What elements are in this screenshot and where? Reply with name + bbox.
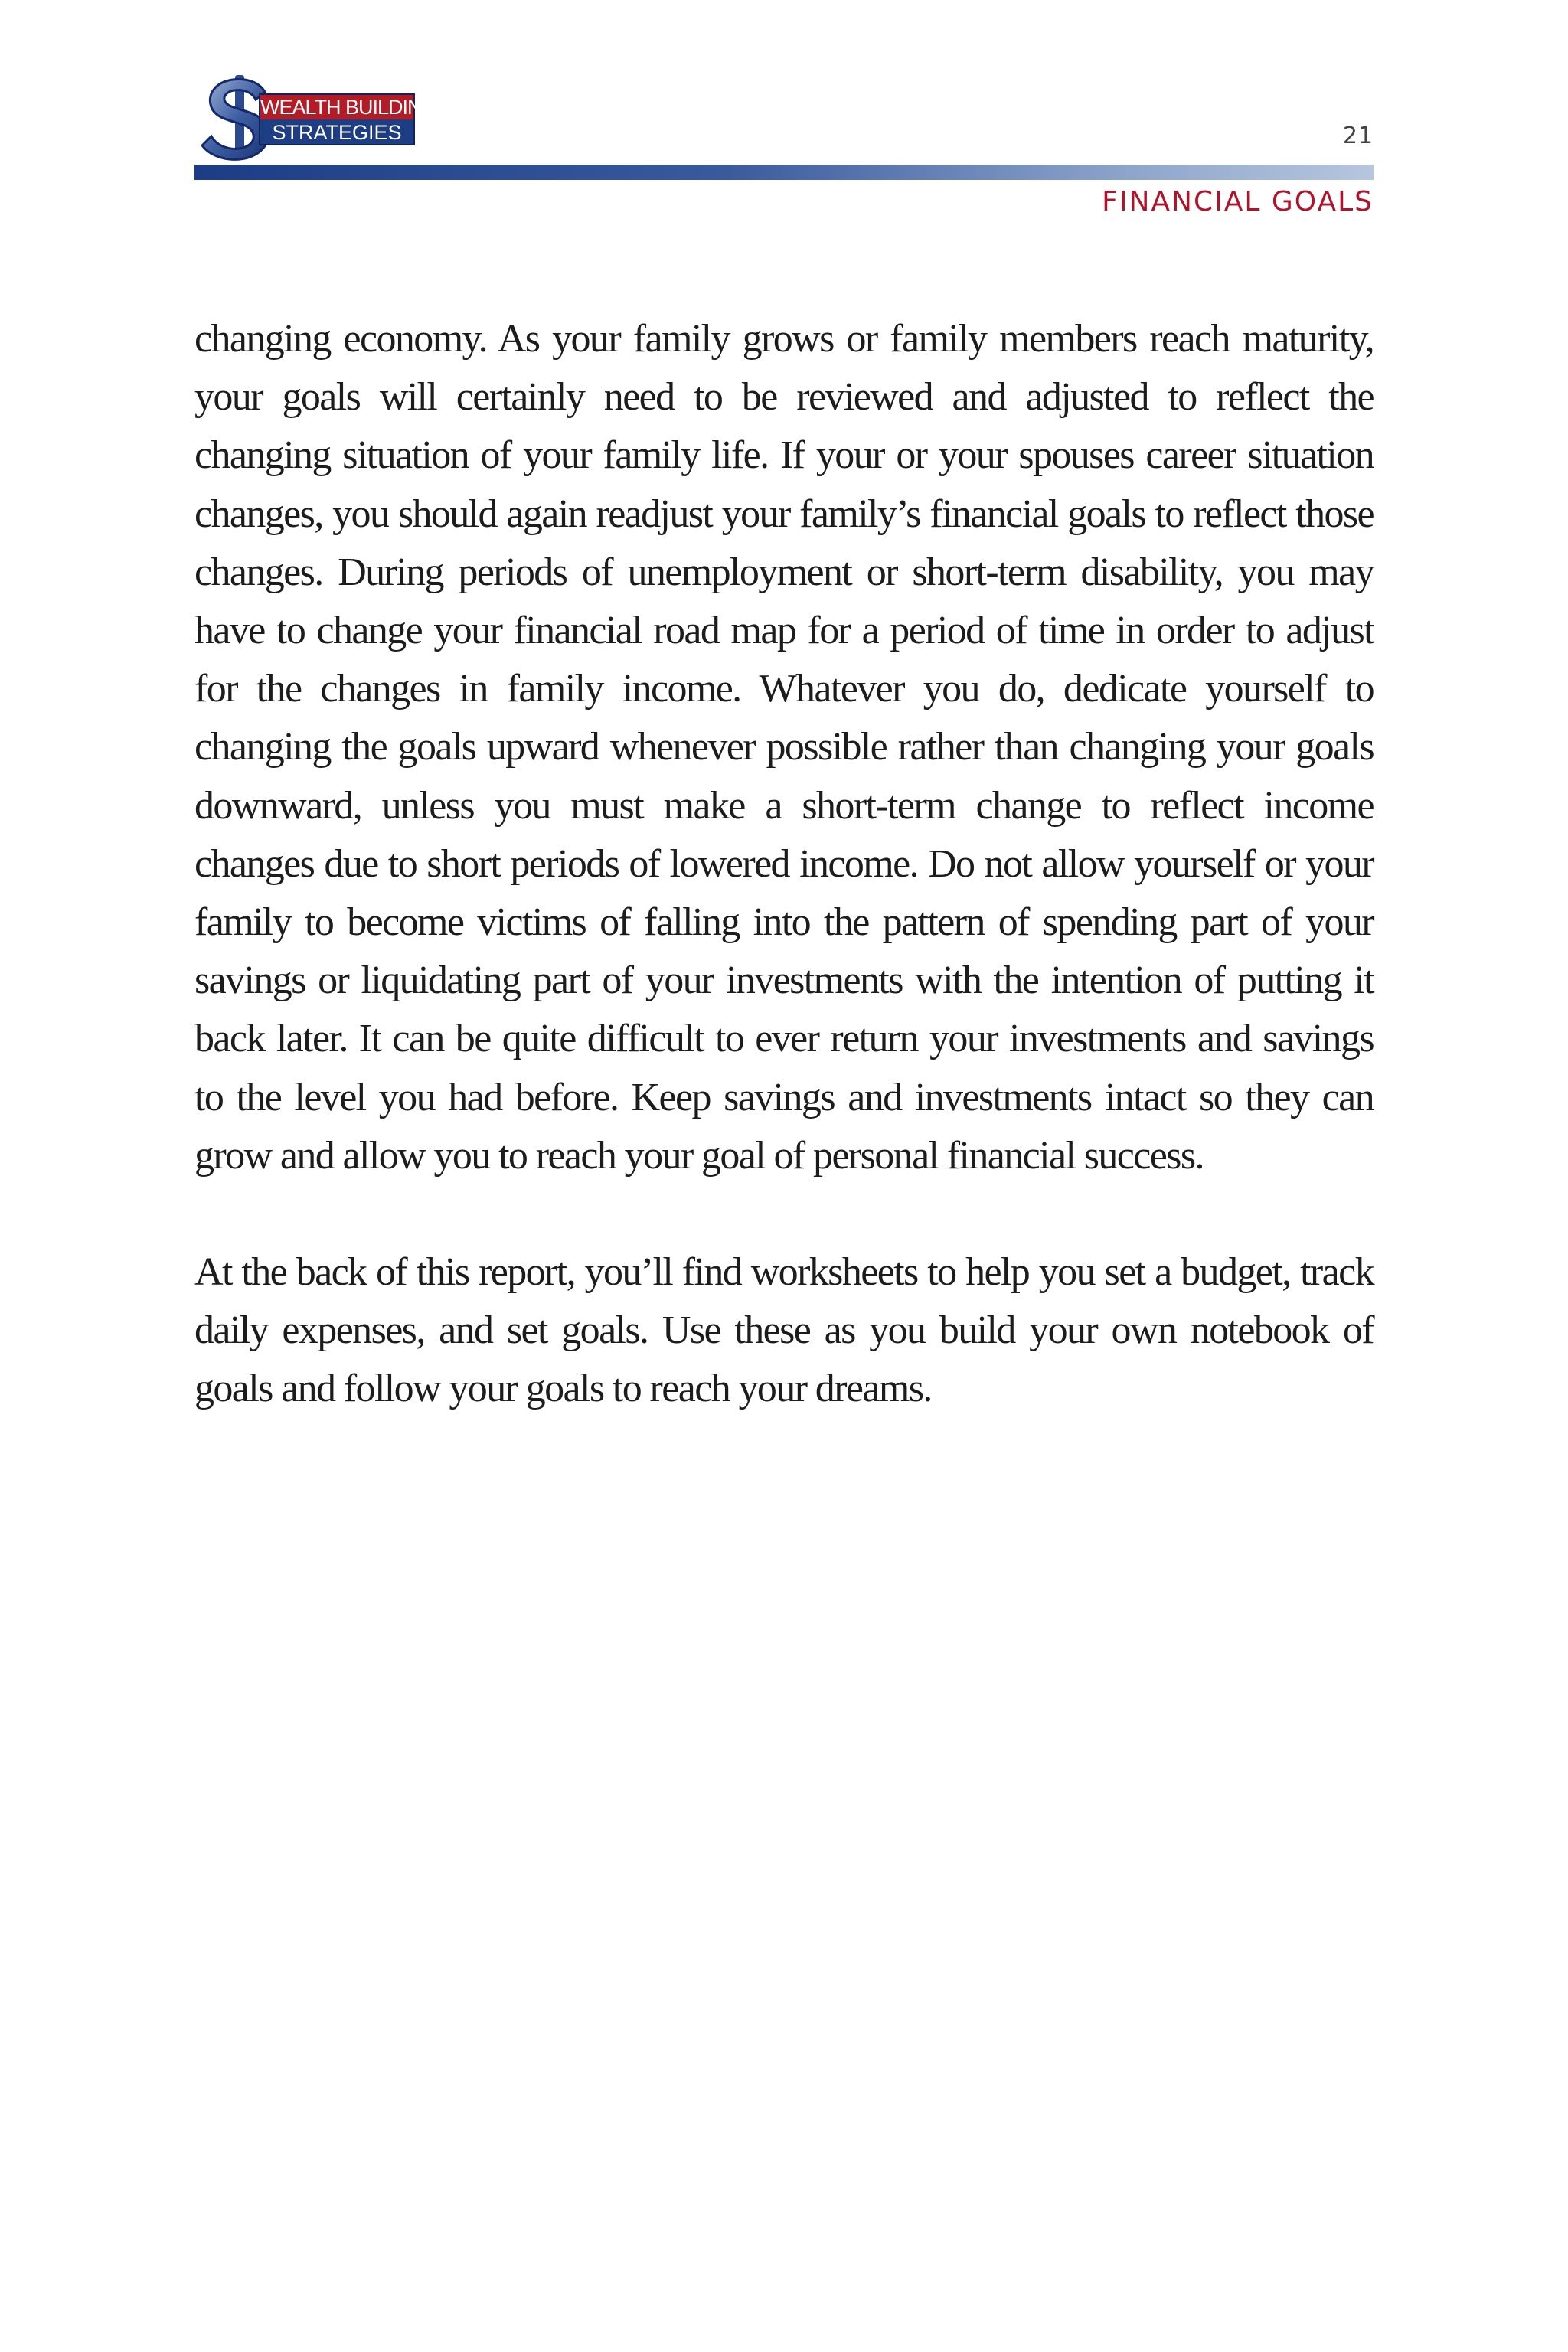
logo-wordmark [259,93,437,145]
page-header [194,67,1374,220]
paragraph-1: changing economy. As your family grows or family members reach maturity, your goals will certainly need to be reviewed and adjusted to reflect the changing situation of your family life. If your or your spouses career situation changes, you should again readjust your family’s financial goals to reflect those changes. During periods of unemployment or short-term disability, you may have to change your financial road map for a period of time in order to adjust for the changes in family income. Whatever you do, dedicate yourself to changing the goals upward whenever possible rather than changing your goals downward, unless you must make a short-term change to reflect income changes due to short periods of lowered income. Do not allow yourself or your family to become victims of falling into the pattern of spending part of your savings or liquidating part of your investments with the intention of putting it back later. It can be quite difficult to ever return your investments and savings to the level you had before. Keep savings and investments intact so they can grow and allow you to reach your goal of personal financial success. [194,317,1374,1178]
section-title: FINANCIAL GOALS [1102,186,1374,217]
body-text [194,310,1374,1419]
header-rule [194,165,1374,180]
page-number: 21 [1342,122,1374,149]
logo-text-strategies: STRATEGIES [272,121,402,144]
logo-text-wealth-building: WEALTH BUILDING [260,96,437,119]
paragraph-2: At the back of this report, you’ll find worksheets to help you set a budget, track daily expenses, and set goals. Use these as you build your own notebook of goals and follow your goals to reach your dreams. [194,1250,1374,1411]
wealth-building-strategies-logo [194,67,437,167]
